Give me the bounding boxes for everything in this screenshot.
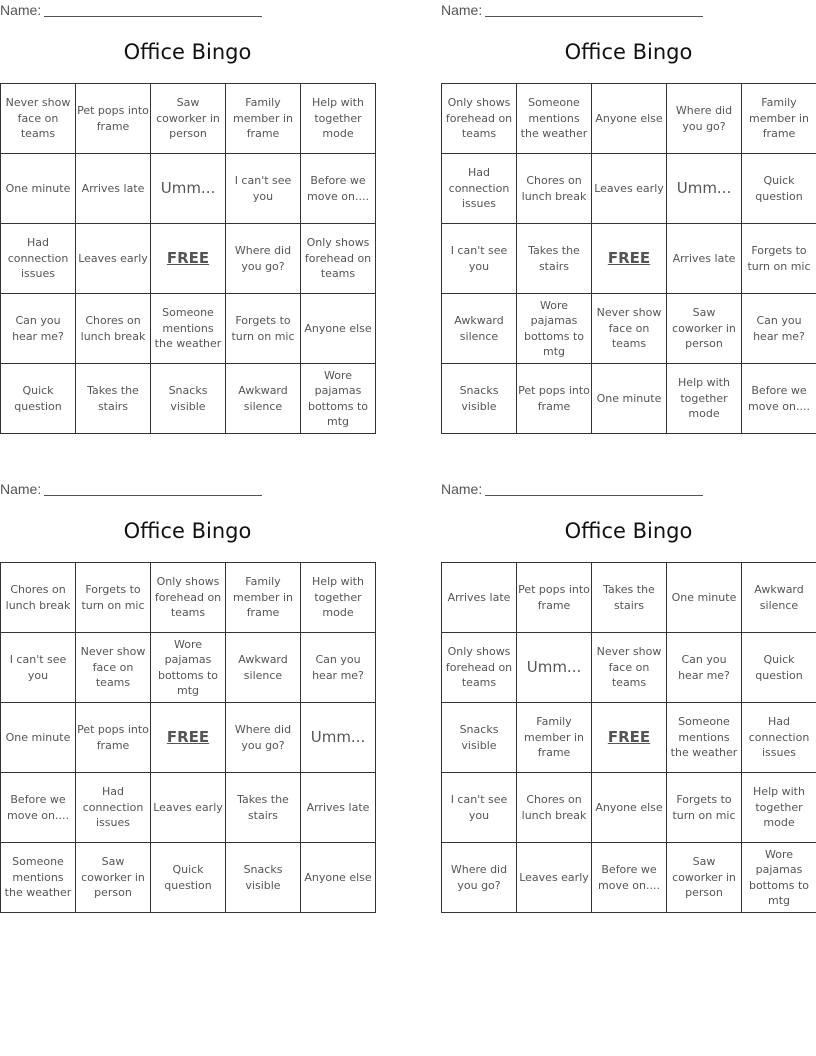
bingo-square[interactable]: Takes the stairs	[592, 563, 667, 633]
free-space[interactable]: FREE	[592, 703, 667, 773]
bingo-square[interactable]: Anyone else	[592, 773, 667, 843]
bingo-square[interactable]: Quick question	[1, 364, 76, 434]
name-line	[485, 483, 703, 496]
bingo-square[interactable]: Anyone else	[301, 843, 376, 913]
name-label: Name:	[0, 481, 42, 497]
name-line	[44, 483, 262, 496]
bingo-row	[1, 364, 376, 434]
bingo-row	[1, 154, 376, 224]
bingo-square[interactable]: Forgets to turn on mic	[226, 294, 301, 364]
bingo-row	[442, 563, 816, 633]
bingo-row	[1, 773, 376, 843]
bingo-square[interactable]: Umm...	[517, 633, 592, 703]
bingo-square[interactable]: Can you hear me?	[742, 294, 816, 364]
bingo-square[interactable]: Someone mentions the weather	[517, 84, 592, 154]
bingo-square[interactable]: Takes the stairs	[76, 364, 151, 434]
bingo-square[interactable]: Pet pops into frame	[517, 563, 592, 633]
bingo-square[interactable]: Only shows forehead on teams	[301, 224, 376, 294]
bingo-square[interactable]: Where did you go?	[667, 84, 742, 154]
bingo-grid	[441, 83, 816, 434]
bingo-row	[1, 563, 376, 633]
bingo-card-1	[0, 0, 375, 440]
bingo-square[interactable]: Saw coworker in person	[667, 294, 742, 364]
bingo-square[interactable]: Leaves early	[76, 224, 151, 294]
bingo-square[interactable]: One minute	[1, 703, 76, 773]
bingo-square[interactable]: Saw coworker in person	[667, 843, 742, 913]
bingo-square[interactable]: Forgets to turn on mic	[667, 773, 742, 843]
bingo-row	[442, 843, 816, 913]
name-row	[0, 481, 262, 499]
bingo-row	[442, 84, 816, 154]
bingo-square[interactable]: Arrives late	[667, 224, 742, 294]
bingo-square[interactable]: Anyone else	[592, 84, 667, 154]
bingo-square[interactable]: Someone mentions the weather	[667, 703, 742, 773]
free-space[interactable]: FREE	[592, 224, 667, 294]
bingo-square[interactable]: Wore pajamas bottoms to mtg	[517, 294, 592, 364]
bingo-square[interactable]: Awkward silence	[742, 563, 816, 633]
bingo-square[interactable]: Awkward silence	[226, 364, 301, 434]
bingo-square[interactable]: Only shows forehead on teams	[151, 563, 226, 633]
bingo-square[interactable]: Forgets to turn on mic	[742, 224, 816, 294]
bingo-square[interactable]: Had connection issues	[76, 773, 151, 843]
bingo-square[interactable]: Arrives late	[76, 154, 151, 224]
bingo-row	[1, 224, 376, 294]
bingo-square[interactable]: One minute	[592, 364, 667, 434]
card-title: Office Bingo	[564, 519, 693, 543]
bingo-square[interactable]: Only shows forehead on teams	[442, 633, 517, 703]
bingo-square[interactable]: Saw coworker in person	[76, 843, 151, 913]
bingo-square[interactable]: Takes the stairs	[517, 224, 592, 294]
bingo-square[interactable]: Chores on lunch break	[517, 154, 592, 224]
bingo-square[interactable]: Arrives late	[442, 563, 517, 633]
bingo-square[interactable]: Can you hear me?	[301, 633, 376, 703]
bingo-square[interactable]: Before we move on....	[301, 154, 376, 224]
bingo-square[interactable]: Help with together mode	[301, 563, 376, 633]
bingo-square[interactable]: Anyone else	[301, 294, 376, 364]
bingo-square[interactable]: Chores on lunch break	[76, 294, 151, 364]
bingo-square[interactable]: Chores on lunch break	[1, 563, 76, 633]
name-line	[485, 4, 703, 17]
bingo-square[interactable]: Help with together mode	[301, 84, 376, 154]
bingo-square[interactable]: Had connection issues	[442, 154, 517, 224]
bingo-square[interactable]: Help with together mode	[667, 364, 742, 434]
bingo-row	[1, 294, 376, 364]
bingo-square[interactable]: Snacks visible	[226, 843, 301, 913]
bingo-square[interactable]: One minute	[667, 563, 742, 633]
bingo-row	[442, 364, 816, 434]
bingo-square[interactable]: Before we move on....	[592, 843, 667, 913]
bingo-square[interactable]: Before we move on....	[742, 364, 816, 434]
bingo-square[interactable]: Pet pops into frame	[517, 364, 592, 434]
bingo-square[interactable]: Had connection issues	[1, 224, 76, 294]
bingo-square[interactable]: Umm...	[667, 154, 742, 224]
bingo-square[interactable]: Never show face on teams	[592, 633, 667, 703]
bingo-square[interactable]: Wore pajamas bottoms to mtg	[301, 364, 376, 434]
bingo-row	[442, 633, 816, 703]
bingo-row	[442, 154, 816, 224]
bingo-square[interactable]: Someone mentions the weather	[151, 294, 226, 364]
bingo-row	[1, 843, 376, 913]
bingo-square[interactable]: Family member in frame	[517, 703, 592, 773]
bingo-square[interactable]: Quick question	[742, 633, 816, 703]
bingo-row	[442, 224, 816, 294]
bingo-square[interactable]: Only shows forehead on teams	[442, 84, 517, 154]
bingo-square[interactable]: Before we move on....	[1, 773, 76, 843]
bingo-square[interactable]: Never show face on teams	[76, 633, 151, 703]
bingo-card-2	[441, 0, 816, 440]
bingo-square[interactable]: Umm...	[301, 703, 376, 773]
name-row	[441, 481, 703, 499]
name-line	[44, 4, 262, 17]
bingo-grid	[0, 562, 376, 913]
bingo-square[interactable]: Pet pops into frame	[76, 703, 151, 773]
bingo-square[interactable]: Family member in frame	[226, 563, 301, 633]
bingo-square[interactable]: Pet pops into frame	[76, 84, 151, 154]
bingo-square[interactable]: Arrives late	[301, 773, 376, 843]
bingo-square[interactable]: Wore pajamas bottoms to mtg	[742, 843, 816, 913]
bingo-row	[1, 703, 376, 773]
bingo-square[interactable]: One minute	[1, 154, 76, 224]
free-space[interactable]: FREE	[151, 224, 226, 294]
bingo-grid	[441, 562, 816, 913]
bingo-square[interactable]: Snacks visible	[442, 364, 517, 434]
bingo-square[interactable]: Someone mentions the weather	[1, 843, 76, 913]
bingo-card-4	[441, 479, 816, 919]
card-title: Office Bingo	[564, 40, 693, 64]
bingo-square[interactable]: Quick question	[151, 843, 226, 913]
name-label: Name:	[441, 481, 483, 497]
bingo-square[interactable]: I can't see you	[442, 773, 517, 843]
card-title: Office Bingo	[123, 40, 252, 64]
bingo-square[interactable]: Awkward silence	[442, 294, 517, 364]
bingo-row	[442, 703, 816, 773]
bingo-square[interactable]: Can you hear me?	[1, 294, 76, 364]
bingo-square[interactable]: Saw coworker in person	[151, 84, 226, 154]
bingo-square[interactable]: Leaves early	[592, 154, 667, 224]
bingo-square[interactable]: Umm...	[151, 154, 226, 224]
bingo-row	[1, 633, 376, 703]
bingo-square[interactable]: Where did you go?	[226, 703, 301, 773]
bingo-square[interactable]: I can't see you	[442, 224, 517, 294]
bingo-square[interactable]: Never show face on teams	[592, 294, 667, 364]
bingo-square[interactable]: Help with together mode	[742, 773, 816, 843]
bingo-square[interactable]: Quick question	[742, 154, 816, 224]
bingo-row	[442, 294, 816, 364]
name-label: Name:	[0, 2, 42, 18]
bingo-square[interactable]: Awkward silence	[226, 633, 301, 703]
bingo-square[interactable]: Leaves early	[517, 843, 592, 913]
bingo-square[interactable]: Where did you go?	[226, 224, 301, 294]
free-space[interactable]: FREE	[151, 703, 226, 773]
name-row	[441, 2, 703, 20]
bingo-row	[1, 84, 376, 154]
bingo-square[interactable]: Family member in frame	[226, 84, 301, 154]
bingo-square[interactable]: Takes the stairs	[226, 773, 301, 843]
bingo-row	[442, 773, 816, 843]
bingo-square[interactable]: Family member in frame	[742, 84, 816, 154]
bingo-square[interactable]: Forgets to turn on mic	[76, 563, 151, 633]
bingo-square[interactable]: Chores on lunch break	[517, 773, 592, 843]
bingo-square[interactable]: I can't see you	[226, 154, 301, 224]
name-label: Name:	[441, 2, 483, 18]
name-row	[0, 2, 262, 20]
bingo-square[interactable]: Never show face on teams	[1, 84, 76, 154]
bingo-square[interactable]: Had connection issues	[742, 703, 816, 773]
bingo-square[interactable]: Snacks visible	[442, 703, 517, 773]
card-title: Office Bingo	[123, 519, 252, 543]
bingo-square[interactable]: Wore pajamas bottoms to mtg	[151, 633, 226, 703]
bingo-square[interactable]: Leaves early	[151, 773, 226, 843]
bingo-square[interactable]: I can't see you	[1, 633, 76, 703]
bingo-card-3	[0, 479, 375, 919]
bingo-square[interactable]: Can you hear me?	[667, 633, 742, 703]
bingo-grid	[0, 83, 376, 434]
bingo-square[interactable]: Snacks visible	[151, 364, 226, 434]
bingo-square[interactable]: Where did you go?	[442, 843, 517, 913]
